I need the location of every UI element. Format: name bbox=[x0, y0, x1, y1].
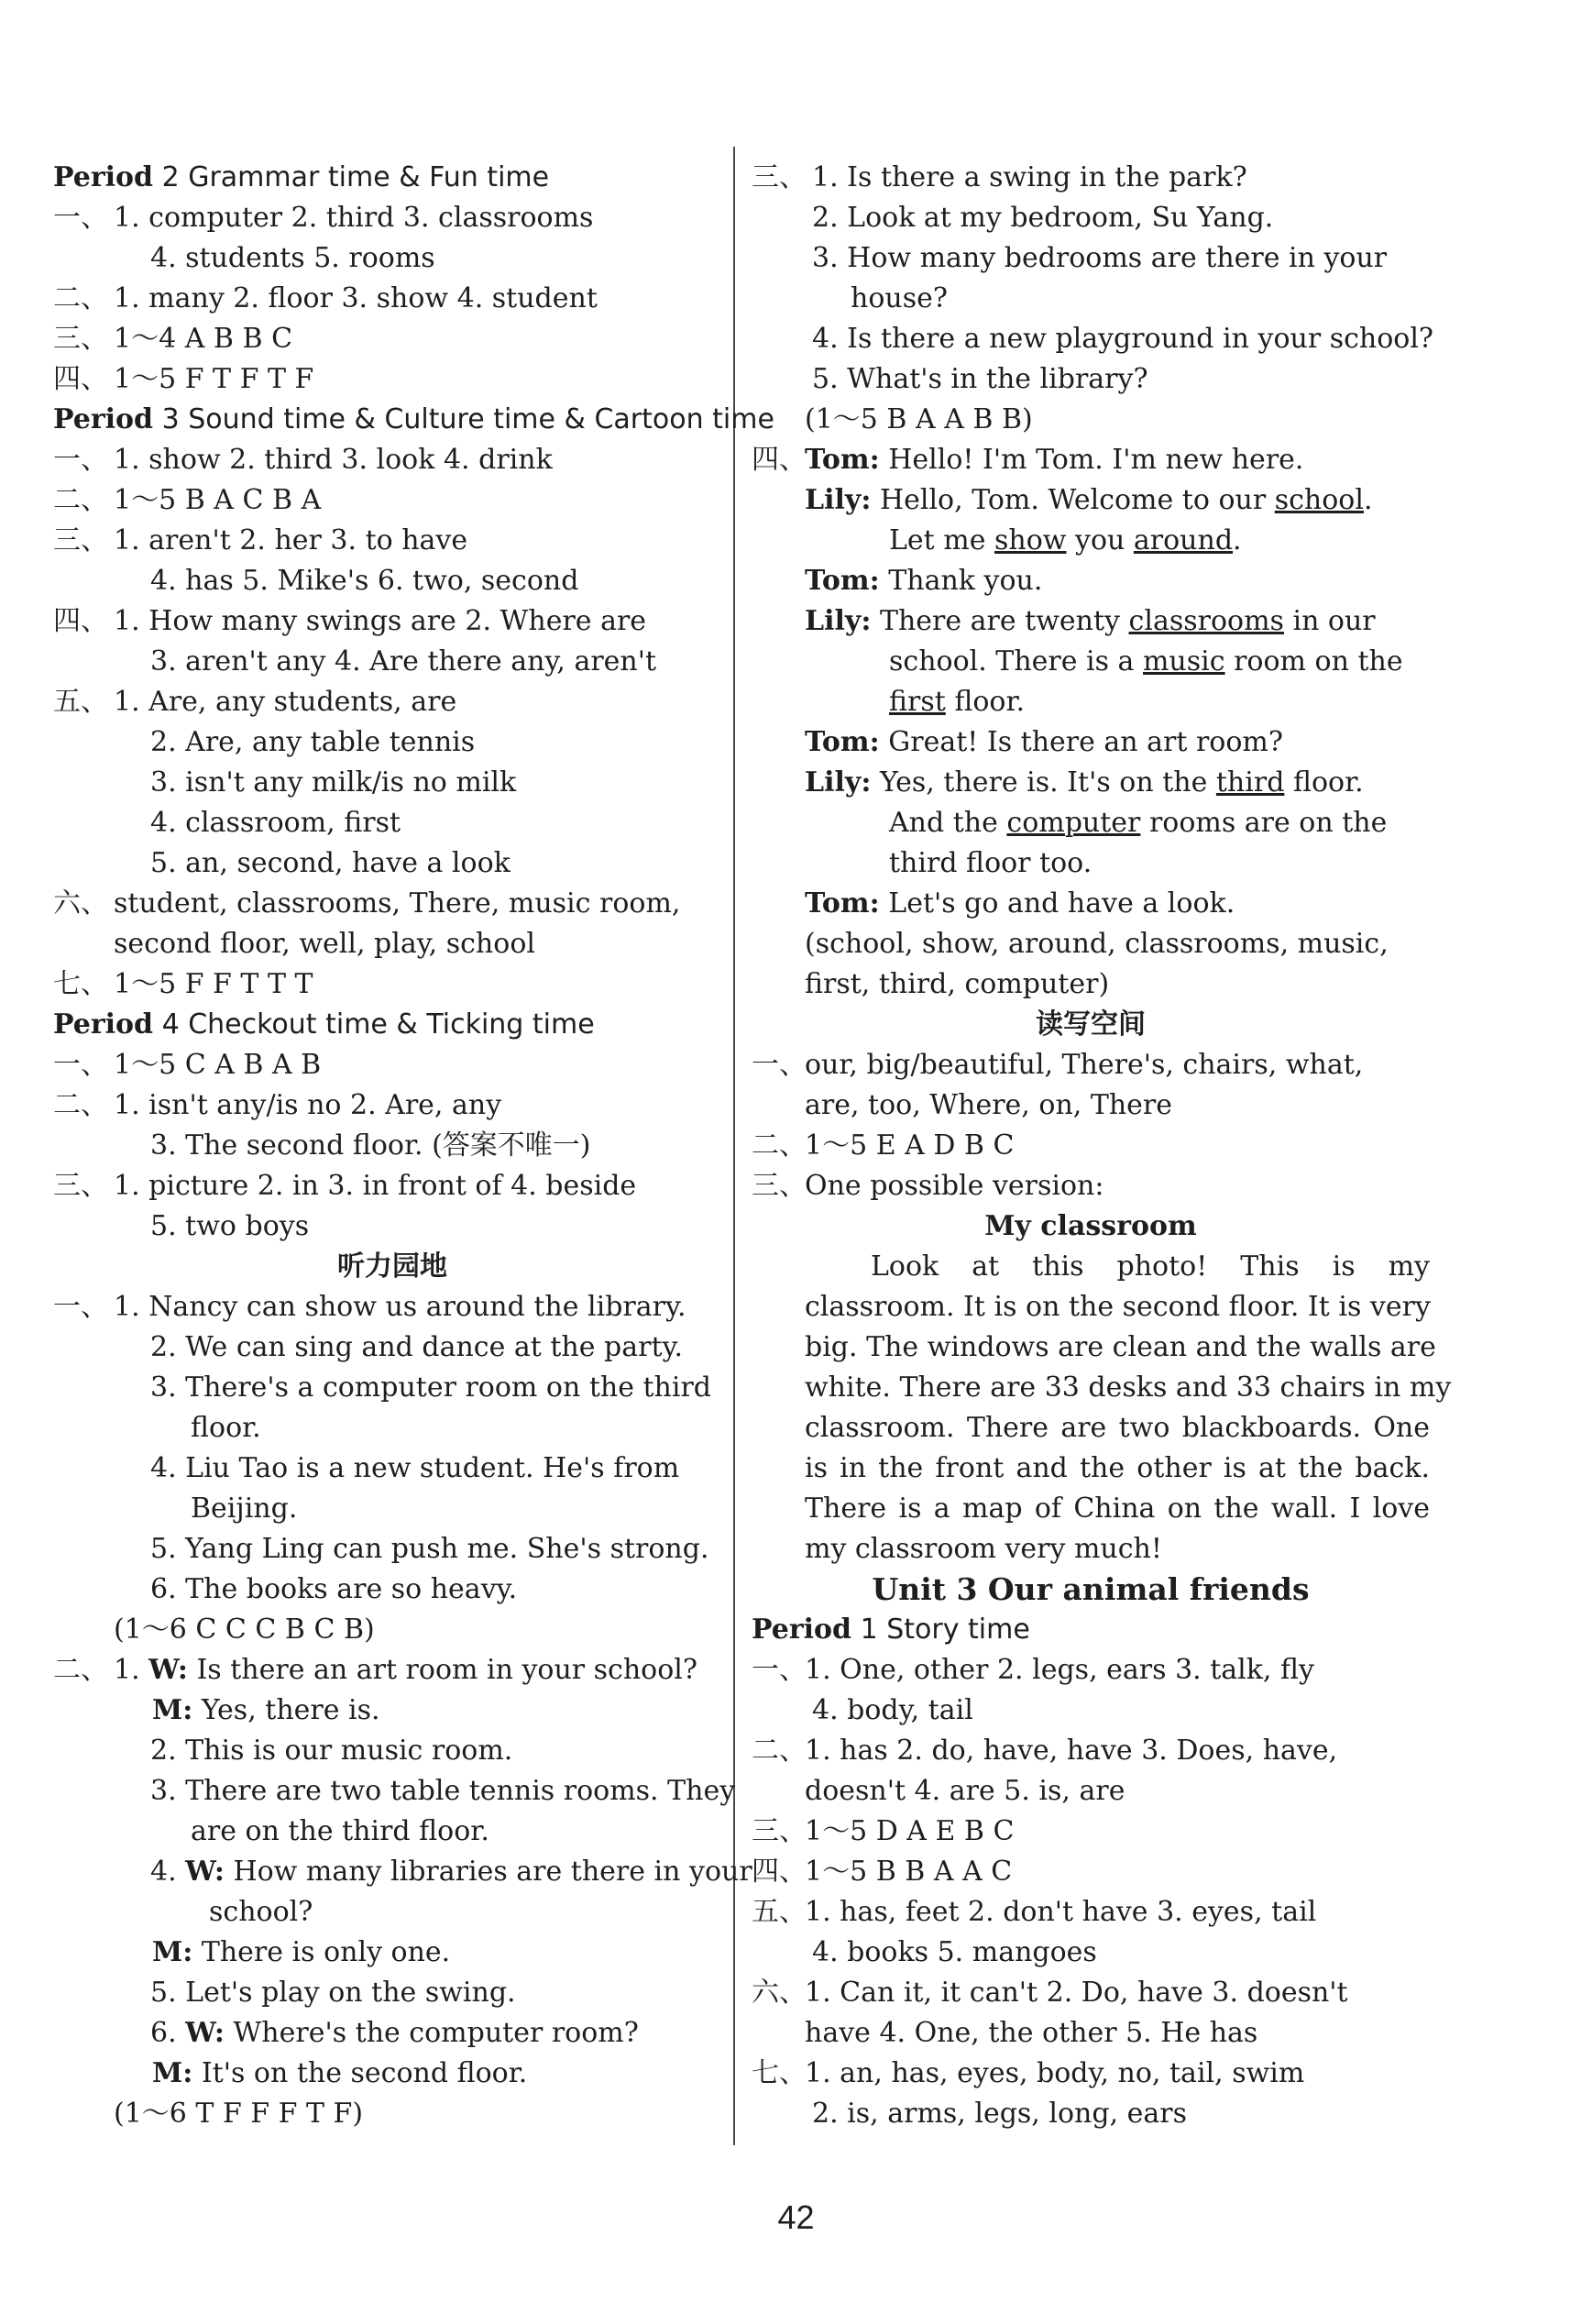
dialogue-line: 二、 1. W: Is there an art room in your school? bbox=[53, 1654, 697, 1686]
dialogue-line: 4. W: How many libraries are there in your bbox=[150, 1856, 752, 1888]
answer-line: 三、One possible version: bbox=[752, 1170, 1104, 1202]
answer-line: 七、 1～5 F F T T T bbox=[53, 968, 313, 1000]
dialogue-line: 四、Tom: Hello! I'm Tom. I'm new here. bbox=[752, 444, 1304, 476]
answer-line: 4. books 5. mangoes bbox=[812, 1936, 1097, 1968]
answer-line: 2. We can sing and dance at the party. bbox=[150, 1331, 684, 1363]
answer-line: 5. two boys bbox=[150, 1210, 310, 1242]
answer-line: 二、1～5 E A D B C bbox=[752, 1129, 1015, 1162]
essay-line: my classroom very much! bbox=[805, 1533, 1162, 1565]
dialogue-line: 6. W: Where's the computer room? bbox=[150, 2017, 639, 2049]
answer-line: 5. Yang Ling can push me. She's strong. bbox=[150, 1533, 709, 1565]
answer-line: doesn't 4. are 5. is, are bbox=[805, 1775, 1125, 1807]
answer-line: 2. Are, any table tennis bbox=[150, 726, 476, 758]
answer-line: 五、 1. Are, any students, are bbox=[53, 686, 457, 718]
dialogue-line: third floor too. bbox=[889, 847, 1092, 879]
answer-line: 一、 1. show 2. third 3. look 4. drink bbox=[53, 444, 553, 476]
dialogue-line: Lily: Yes, there is. It's on the third floor. bbox=[805, 766, 1364, 799]
answer-line: 4. has 5. Mike's 6. two, second bbox=[150, 565, 579, 597]
answer-line: 三、1～5 D A E B C bbox=[752, 1815, 1015, 1847]
essay-line: classroom. It is on the second floor. It is very bbox=[805, 1291, 1431, 1323]
answer-line: 4. Is there a new playground in your school? bbox=[812, 323, 1434, 355]
answer-line: 七、1. an, has, eyes, body, no, tail, swim bbox=[752, 2057, 1305, 2089]
essay-line: classroom. There are two blackboards. One bbox=[805, 1412, 1430, 1444]
answer-line: have 4. One, the other 5. He has bbox=[805, 2017, 1258, 2049]
answer-line: 四、 1～5 F T F T F bbox=[53, 363, 314, 395]
answer-line: 一、1. One, other 2. legs, ears 3. talk, fly bbox=[752, 1654, 1314, 1686]
answer-line: 4. classroom, first bbox=[150, 807, 401, 839]
answer-line: 4. students 5. rooms bbox=[150, 242, 435, 274]
dialogue-line: school. There is a music room on the bbox=[889, 645, 1403, 677]
answer-line: 3. isn't any milk/is no milk bbox=[150, 766, 517, 799]
dialogue-line: Tom: Great! Is there an art room? bbox=[805, 726, 1283, 758]
answer-line: 4. Liu Tao is a new student. He's from bbox=[150, 1452, 680, 1484]
dialogue-line: M: It's on the second floor. bbox=[152, 2057, 528, 2089]
dialogue-line: Tom: Thank you. bbox=[805, 565, 1043, 597]
answer-line: 四、 1. How many swings are 2. Where are bbox=[53, 605, 647, 637]
essay-line: big. The windows are clean and the walls are bbox=[805, 1331, 1436, 1363]
reading-writing-section-header: 读写空间 bbox=[1036, 1008, 1146, 1041]
answer-line: 2. is, arms, legs, long, ears bbox=[812, 2098, 1188, 2130]
answer-line: (1～6 T F F F T F) bbox=[114, 2098, 364, 2130]
right-column bbox=[752, 158, 1452, 2134]
period-2-heading: Period 2 Grammar time & Fun time bbox=[53, 161, 550, 193]
essay-line: white. There are 33 desks and 33 chairs in my bbox=[805, 1371, 1452, 1404]
answer-line: 3. There's a computer room on the third bbox=[150, 1371, 712, 1404]
answer-line: first, third, computer) bbox=[805, 968, 1110, 1000]
period-1-heading: Period 1 Story time bbox=[752, 1614, 1030, 1646]
essay-line: is in the front and the other is at the back. bbox=[805, 1452, 1430, 1484]
period-4-heading: Period 4 Checkout time & Ticking time bbox=[53, 1008, 595, 1041]
listening-section-header: 听力园地 bbox=[337, 1250, 447, 1283]
answer-line: 三、 1～4 A B B C bbox=[53, 323, 293, 355]
essay-line: Look at this photo! This is my bbox=[871, 1250, 1430, 1283]
answer-line: 一、 1～5 C A B A B bbox=[53, 1049, 322, 1081]
answer-line: 六、 student, classrooms, There, music room, bbox=[53, 887, 681, 920]
answer-line: 一、our, big/beautiful, There's, chairs, what, bbox=[752, 1049, 1364, 1081]
answer-line: 二、 1. many 2. floor 3. show 4. student bbox=[53, 282, 598, 314]
answer-line: 一、 1. computer 2. third 3. classrooms bbox=[53, 202, 594, 234]
answer-line: 5. an, second, have a look bbox=[150, 847, 511, 879]
left-column bbox=[53, 158, 774, 2134]
answer-line: 6. The books are so heavy. bbox=[150, 1573, 518, 1605]
answer-line: second floor, well, play, school bbox=[114, 928, 535, 960]
answer-line: 3. There are two table tennis rooms. They bbox=[150, 1775, 736, 1807]
answer-line: 三、 1. Is there a swing in the park? bbox=[752, 161, 1247, 193]
page-number: 42 bbox=[777, 2198, 815, 2236]
essay-line: There is a map of China on the wall. I love bbox=[805, 1492, 1430, 1525]
answer-line: floor. bbox=[191, 1412, 261, 1444]
answer-line: 5. Let's play on the swing. bbox=[150, 1977, 516, 2009]
answer-line: are on the third floor. bbox=[191, 1815, 489, 1847]
dialogue-line: first floor. bbox=[889, 686, 1026, 718]
essay-title: My classroom bbox=[984, 1210, 1197, 1242]
answer-line: 3. The second floor. (答案不唯一) bbox=[150, 1129, 591, 1162]
answer-line: 一、 1. Nancy can show us around the library. bbox=[53, 1291, 686, 1323]
period-3-heading: Period 3 Sound time & Culture time & Cartoon time bbox=[53, 403, 774, 435]
answer-line: 5. What's in the library? bbox=[812, 363, 1148, 395]
answer-line: Beijing. bbox=[191, 1492, 298, 1525]
dialogue-line: M: Yes, there is. bbox=[152, 1694, 380, 1726]
answer-line: house? bbox=[851, 282, 948, 314]
column-divider bbox=[733, 147, 735, 2145]
dialogue-line: school? bbox=[209, 1896, 313, 1928]
answer-line: 二、1. has 2. do, have, have 3. Does, have, bbox=[752, 1735, 1338, 1767]
answer-line: 六、1. Can it, it can't 2. Do, have 3. doesn't bbox=[752, 1977, 1348, 2009]
unit-3-title: Unit 3 Our animal friends bbox=[872, 1571, 1310, 1607]
answer-line: 二、 1～5 B A C B A bbox=[53, 484, 322, 516]
dialogue-line: Lily: There are twenty classrooms in our bbox=[805, 605, 1376, 637]
dialogue-line: And the computer rooms are on the bbox=[889, 807, 1388, 839]
answer-line: 五、1. has, feet 2. don't have 3. eyes, tail bbox=[752, 1896, 1317, 1928]
answer-line: 4. body, tail bbox=[812, 1694, 973, 1726]
dialogue-line: Tom: Let's go and have a look. bbox=[805, 887, 1235, 920]
dialogue-line: Let me show you around. bbox=[889, 524, 1242, 556]
answer-line: (school, show, around, classrooms, music, bbox=[805, 928, 1389, 960]
answer-line: 四、1～5 B B A A C bbox=[752, 1856, 1013, 1888]
dialogue-line: M: There is only one. bbox=[152, 1936, 451, 1968]
answer-line: (1～6 C C C B C B) bbox=[114, 1614, 375, 1646]
answer-line: are, too, Where, on, There bbox=[805, 1089, 1173, 1121]
dialogue-line: Lily: Hello, Tom. Welcome to our school. bbox=[805, 484, 1373, 516]
answer-line: 2. Look at my bedroom, Su Yang. bbox=[812, 202, 1274, 234]
answer-line: 三、 1. picture 2. in 3. in front of 4. beside bbox=[53, 1170, 637, 1202]
answer-line: 3. aren't any 4. Are there any, aren't bbox=[150, 645, 657, 677]
answer-line: 2. This is our music room. bbox=[150, 1735, 513, 1767]
answer-line: 三、 1. aren't 2. her 3. to have bbox=[53, 524, 468, 556]
answer-line: 3. How many bedrooms are there in your bbox=[812, 242, 1388, 274]
answer-line: 二、 1. isn't any/is no 2. Are, any bbox=[53, 1089, 502, 1121]
answer-line: (1～5 B A A B B) bbox=[805, 403, 1033, 435]
